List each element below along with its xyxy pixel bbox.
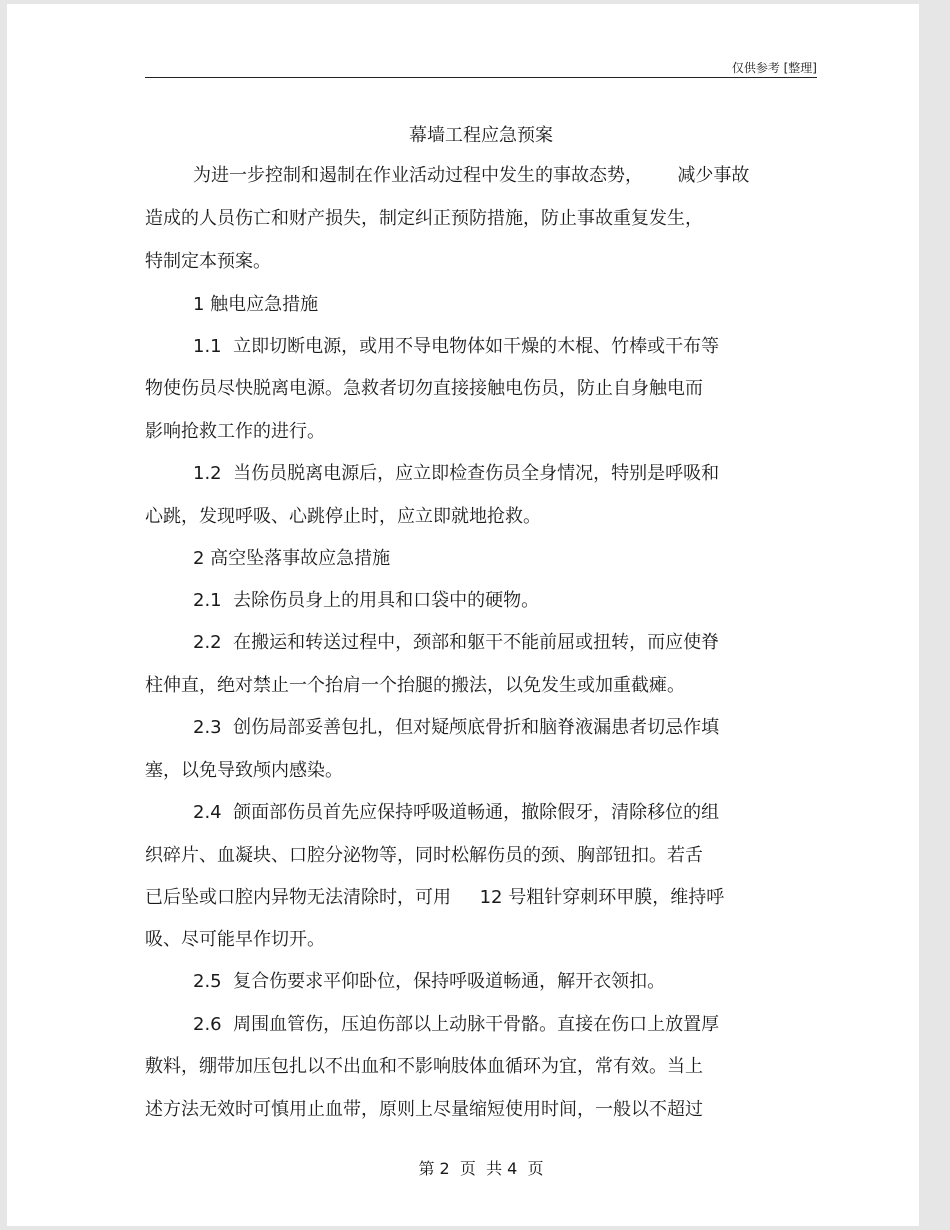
paragraph-line: 已后坠或口腔内异物无法清除时，可用 12 号粗针穿刺环甲膜，维持呼 <box>145 887 725 908</box>
paragraph-line: 2.5 复合伤要求平仰卧位，保持呼吸道畅通，解开衣领扣。 <box>193 971 666 992</box>
paragraph-line: 2.1 去除伤员身上的用具和口袋中的硬物。 <box>193 590 540 611</box>
paragraph-line: 2.2 在搬运和转送过程中，颈部和躯干不能前屈或扭转，而应使脊 <box>193 632 720 653</box>
paragraph-line: 影响抢救工作的进行。 <box>145 421 325 442</box>
document-title: 幕墙工程应急预案 <box>409 125 553 146</box>
paragraph-line: 塞，以免导致颅内感染。 <box>145 760 343 781</box>
paragraph-line: 柱伸直，绝对禁止一个抬肩一个抬腿的搬法，以免发生或加重截瘫。 <box>145 675 685 696</box>
paragraph-line: 2.3 创伤局部妥善包扎，但对疑颅底骨折和脑脊液漏患者切忌作填 <box>193 717 720 738</box>
paragraph-line: 1.1 立即切断电源，或用不导电物体如干燥的木棍、竹棒或干布等 <box>193 336 720 357</box>
header-note: 仅供参考 [整理] <box>731 61 817 75</box>
paragraph-line: 物使伤员尽快脱离电源。急救者切勿直接接触电伤员，防止自身触电而 <box>145 378 703 399</box>
paragraph-line: 为进一步控制和遏制在作业活动过程中发生的事故态势， 减少事故 <box>193 165 750 186</box>
section-heading: 1 触电应急措施 <box>193 294 319 315</box>
paragraph-line: 敷料，绷带加压包扎以不出血和不影响肢体血循环为宜，常有效。当上 <box>145 1056 703 1077</box>
paragraph-line: 造成的人员伤亡和财产损失，制定纠正预防措施，防止事故重复发生， <box>145 208 703 229</box>
paragraph-line: 述方法无效时可慎用止血带，原则上尽量缩短使用时间，一般以不超过 <box>145 1099 703 1120</box>
paragraph-line: 织碎片、血凝块、口腔分泌物等，同时松解伤员的颈、胸部钮扣。若舌 <box>145 845 703 866</box>
paragraph-line: 2.4 颌面部伤员首先应保持呼吸道畅通，撤除假牙，清除移位的组 <box>193 802 720 823</box>
paragraph-line: 2.6 周围血管伤，压迫伤部以上动脉干骨骼。直接在伤口上放置厚 <box>193 1014 720 1035</box>
paragraph-line: 心跳，发现呼吸、心跳停止时，应立即就地抢救。 <box>145 506 541 527</box>
page-number: 第 2 页 共 4 页 <box>418 1159 544 1178</box>
document-page <box>7 4 919 1226</box>
paragraph-line: 1.2 当伤员脱离电源后，应立即检查伤员全身情况，特别是呼吸和 <box>193 463 720 484</box>
header-divider <box>145 77 817 78</box>
paragraph-line: 吸、尽可能早作切开。 <box>145 929 325 950</box>
paragraph-line: 特制定本预案。 <box>145 251 271 272</box>
section-heading: 2 高空坠落事故应急措施 <box>193 548 391 569</box>
